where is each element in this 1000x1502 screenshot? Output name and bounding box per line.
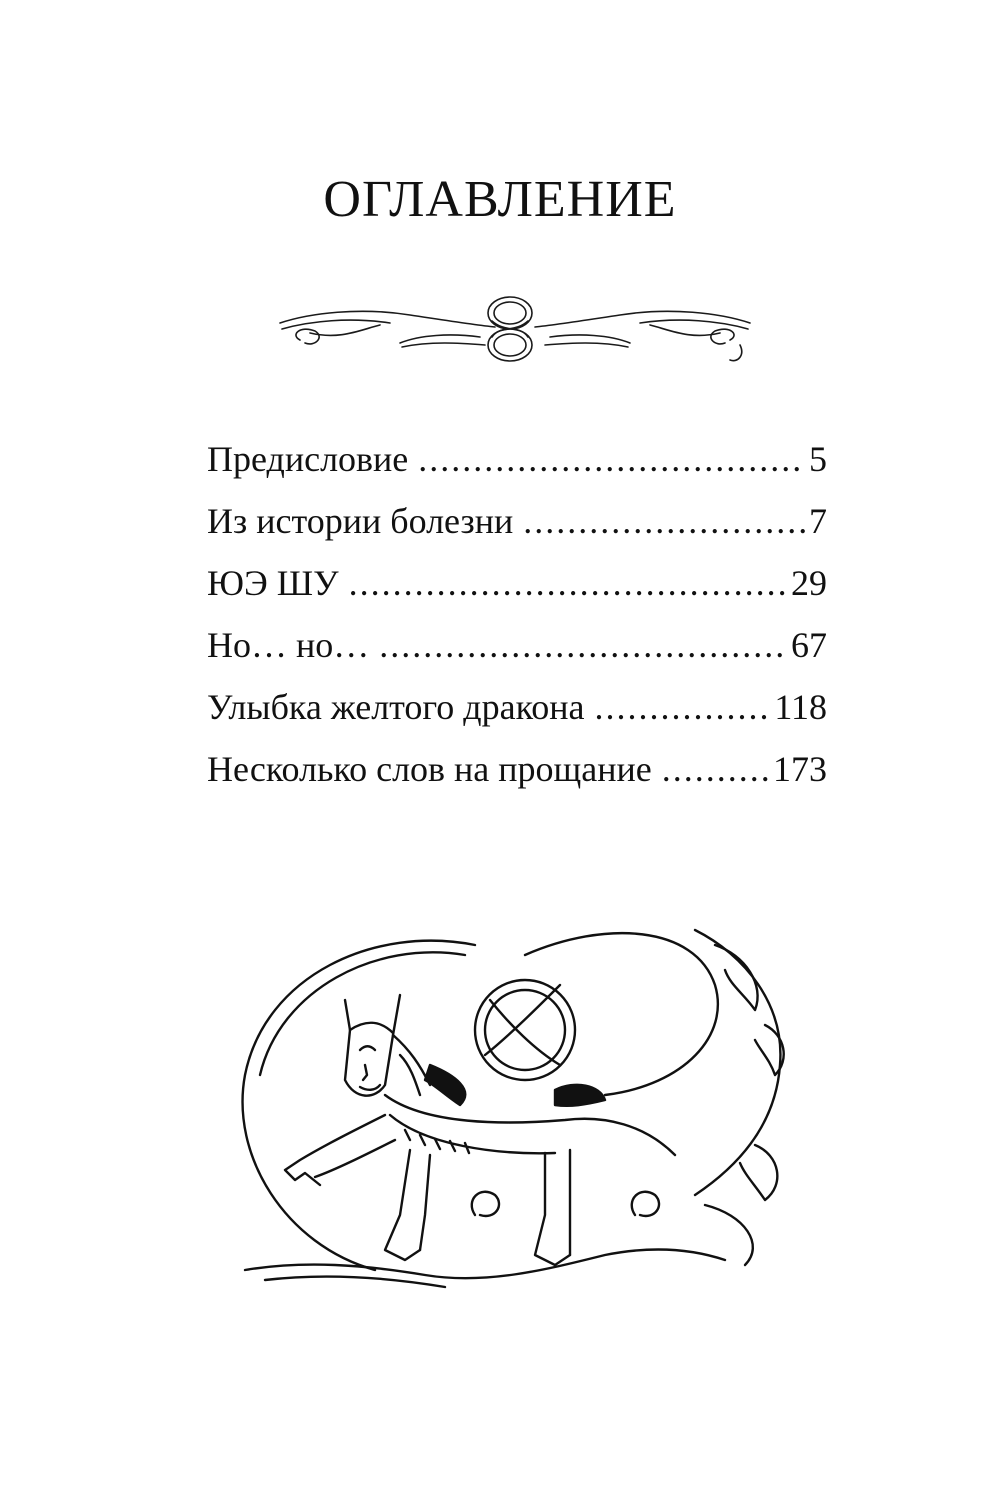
toc-entry-page: 173 xyxy=(773,749,827,789)
toc-entry-page: 67 xyxy=(791,625,827,665)
page-title: ОГЛАВЛЕНИЕ xyxy=(323,171,677,228)
toc-entry-title: ЮЭ ШУ xyxy=(207,563,339,603)
knot-ornament-icon xyxy=(270,285,760,375)
toc-dot-leader xyxy=(418,438,805,480)
toc-entry[interactable] xyxy=(207,686,827,748)
toc-dot-leader xyxy=(349,562,787,604)
toc-dot-leader xyxy=(662,748,769,790)
toc-entry[interactable] xyxy=(207,500,827,562)
toc-entry[interactable] xyxy=(207,562,827,624)
toc-dot-leader xyxy=(379,624,787,666)
toc-entry-title: Несколько слов на прощание xyxy=(207,749,652,789)
toc-dot-leader xyxy=(595,686,771,728)
toc-entry[interactable] xyxy=(207,438,827,500)
toc-dot-leader xyxy=(523,500,805,542)
toc-entry-title: Предисловие xyxy=(207,439,409,479)
toc-entry[interactable] xyxy=(207,624,827,686)
table-of-contents xyxy=(207,438,827,810)
toc-entry-page: 29 xyxy=(791,563,827,603)
griffin-illustration xyxy=(225,915,805,1295)
toc-entry-title: Из истории болезни xyxy=(207,501,514,541)
toc-entry-page: 118 xyxy=(774,687,827,727)
toc-entry[interactable] xyxy=(207,748,827,810)
toc-entry-title: Улыбка желтого дракона xyxy=(207,687,585,727)
toc-entry-page: 7 xyxy=(809,501,827,541)
toc-entry-page: 5 xyxy=(809,439,827,479)
toc-entry-title: Но… но… xyxy=(207,625,370,665)
